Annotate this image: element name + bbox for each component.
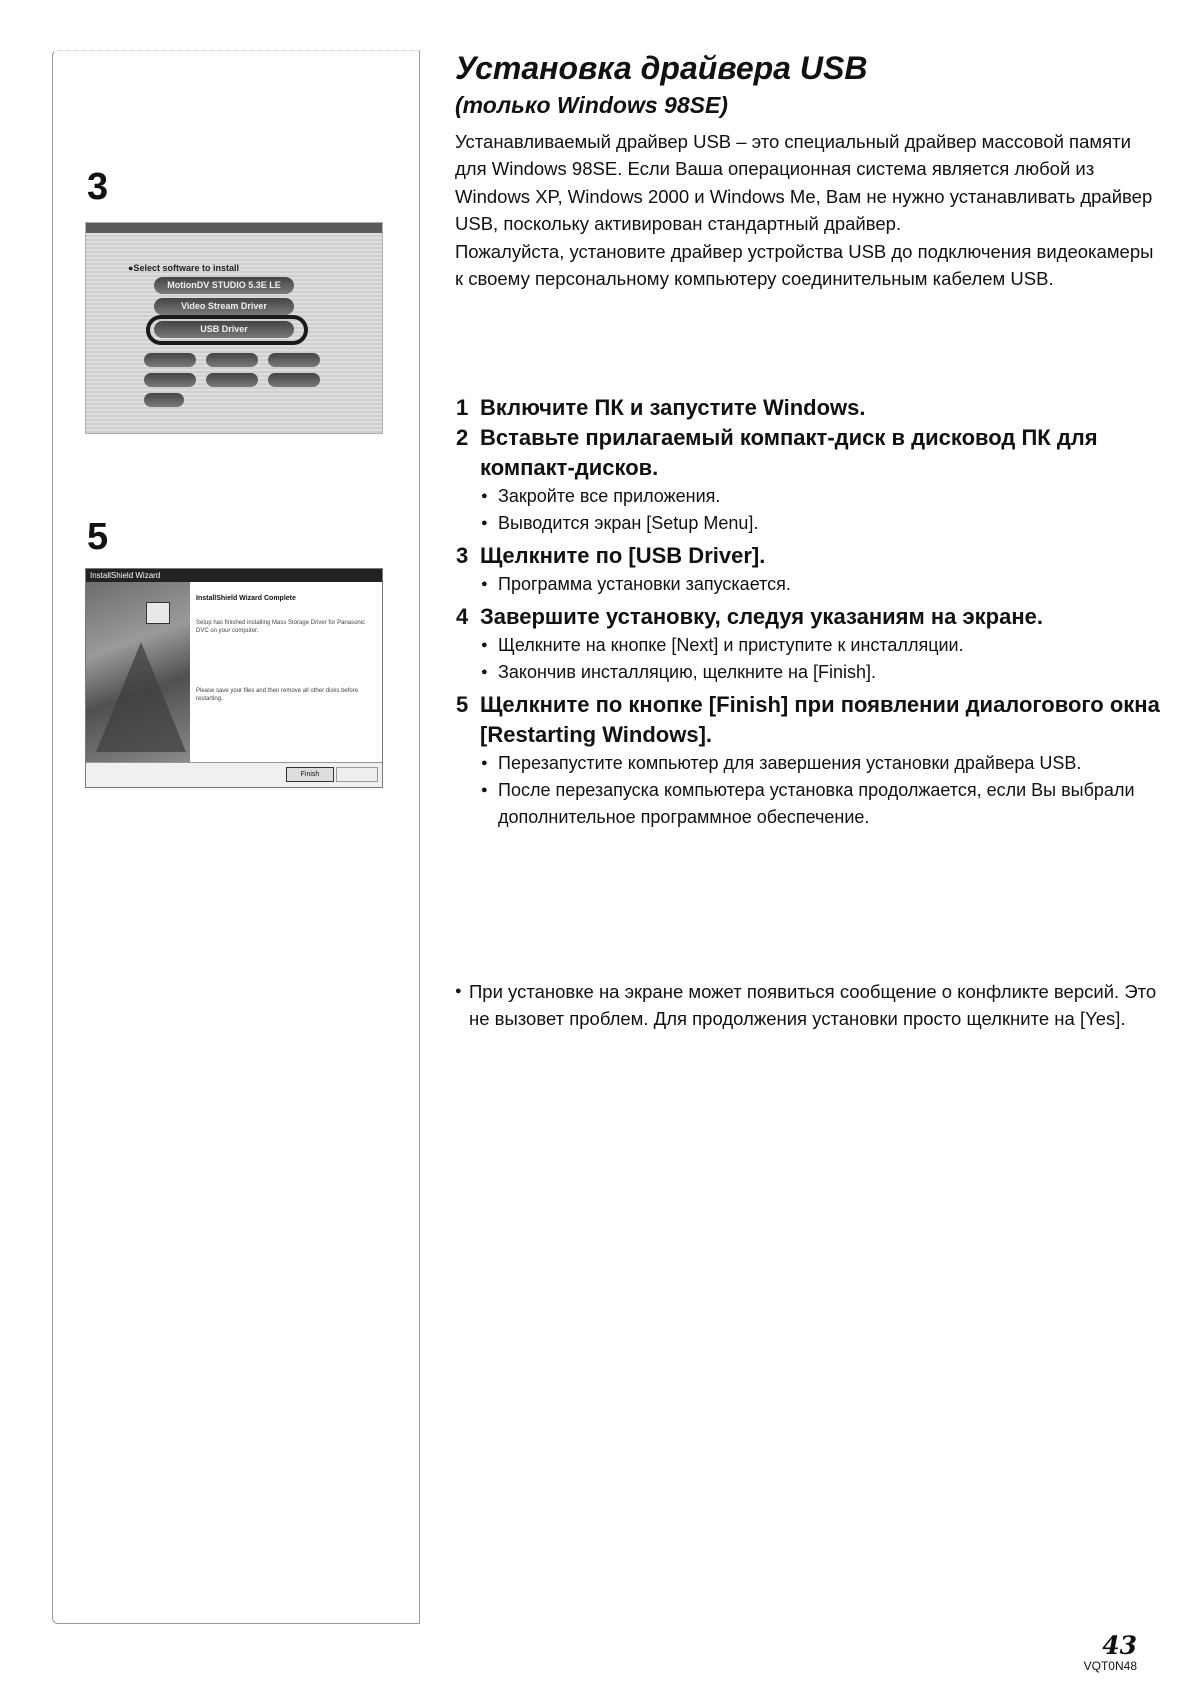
setup-small-button <box>144 393 184 407</box>
wizard-cancel-button <box>336 767 378 782</box>
setup-button-video-stream: Video Stream Driver <box>154 298 294 315</box>
sidebar-step-3-label: 3 <box>87 166 109 208</box>
step-bullets <box>480 750 1165 831</box>
step-heading: Вставьте прилагаемый компакт-диск в дисковод ПК для компакт-дисков. <box>480 425 1098 480</box>
version-conflict-note: ● При установке на экране может появиться сообщение о конфликте версий. Это не вызовет проблем. Для продолжения установки просто щелкните на [Yes]. <box>455 978 1169 1033</box>
step-bullet: ● Программа установки запускается. <box>480 571 1165 598</box>
step-5 <box>440 690 1165 831</box>
steps-list <box>440 393 1165 835</box>
step-2 <box>440 423 1165 537</box>
setup-prompt: ●Select software to install <box>128 263 239 273</box>
setup-button-motiondv: MotionDV STUDIO 5.3E LE <box>154 277 294 294</box>
wizard-message-restart: Please save your files and then remove all other disks before restarting. <box>196 688 359 702</box>
step-heading: Завершите установку, следуя указаниям на экране. <box>480 604 1043 629</box>
step-number: 3 <box>456 543 469 568</box>
page-title: Установка драйвера USB <box>455 50 868 86</box>
step-number: 2 <box>456 425 469 450</box>
step-bullet: ● Закончив инсталляцию, щелкните на [Finish]. <box>480 659 1165 686</box>
step-bullet: ● После перезапуска компьютера установка продолжается, если Вы выбрали дополнительное программное обеспечение. <box>480 777 1165 831</box>
wizard-graphic-shape <box>96 642 186 752</box>
wizard-finish-button: Finish <box>286 767 334 782</box>
intro-text <box>455 128 1165 292</box>
model-code: VQT0N48 <box>1083 1659 1137 1673</box>
wizard-message: Setup has finished installing Mass Storage Driver for Panasonic DVC on your computer. <box>196 620 366 634</box>
step-bullets <box>480 571 1165 598</box>
step-bullet: ● Щелкните на кнопке [Next] и приступите к инсталляции. <box>480 632 1165 659</box>
sidebar-step-5-label: 5 <box>87 516 109 558</box>
intro-paragraph-1: Устанавливаемый драйвер USB – это специальный драйвер массовой памяти для Windows 98SE. Если Ваша операционная система является любой из Windows XP, Windows 2000 и Windows Me, Вам не нужно устанавливать драйвер USB, поскольку активирован стандартный драйвер. <box>455 131 1153 235</box>
step-heading: Щелкните по кнопке [Finish] при появлении диалогового окна [Restarting Windows]. <box>480 692 1160 747</box>
step-bullets <box>480 483 1165 537</box>
step-bullets <box>480 632 1165 686</box>
screenshot-titlebar <box>86 223 382 233</box>
setup-small-button <box>268 373 320 387</box>
step-number: 4 <box>456 604 469 629</box>
step-bullet: ● Закройте все приложения. <box>480 483 1165 510</box>
wizard-button-bar <box>86 762 382 787</box>
wizard-heading: InstallShield Wizard Complete <box>196 595 296 602</box>
step-bullet: ● Выводится экран [Setup Menu]. <box>480 510 1165 537</box>
step-heading: Включите ПК и запустите Windows. <box>480 395 866 420</box>
setup-menu-screenshot <box>85 222 383 434</box>
wizard-titlebar: InstallShield Wizard <box>86 569 382 582</box>
step-1 <box>440 393 1165 423</box>
wizard-side-graphic <box>86 582 190 762</box>
usb-driver-highlight <box>146 315 308 345</box>
step-bullet: ● Перезапустите компьютер для завершения установки драйвера USB. <box>480 750 1165 777</box>
step-heading: Щелкните по [USB Driver]. <box>480 543 766 568</box>
install-complete-screenshot <box>85 568 383 788</box>
setup-button-usb-driver: USB Driver <box>154 321 294 338</box>
setup-small-button <box>206 353 258 367</box>
page-number: 43 <box>1102 1631 1137 1660</box>
setup-small-button <box>144 373 196 387</box>
page-subtitle: (только Windows 98SE) <box>455 92 728 118</box>
setup-small-button <box>206 373 258 387</box>
step-3 <box>440 541 1165 598</box>
setup-small-button <box>144 353 196 367</box>
computer-icon <box>146 602 170 624</box>
step-4 <box>440 602 1165 686</box>
step-number: 5 <box>456 692 469 717</box>
setup-small-button <box>268 353 320 367</box>
step-number: 1 <box>456 395 469 420</box>
intro-paragraph-2: Пожалуйста, установите драйвер устройства USB до подключения видеокамеры к своему персональному компьютеру соединительным кабелем USB. <box>455 240 1154 290</box>
